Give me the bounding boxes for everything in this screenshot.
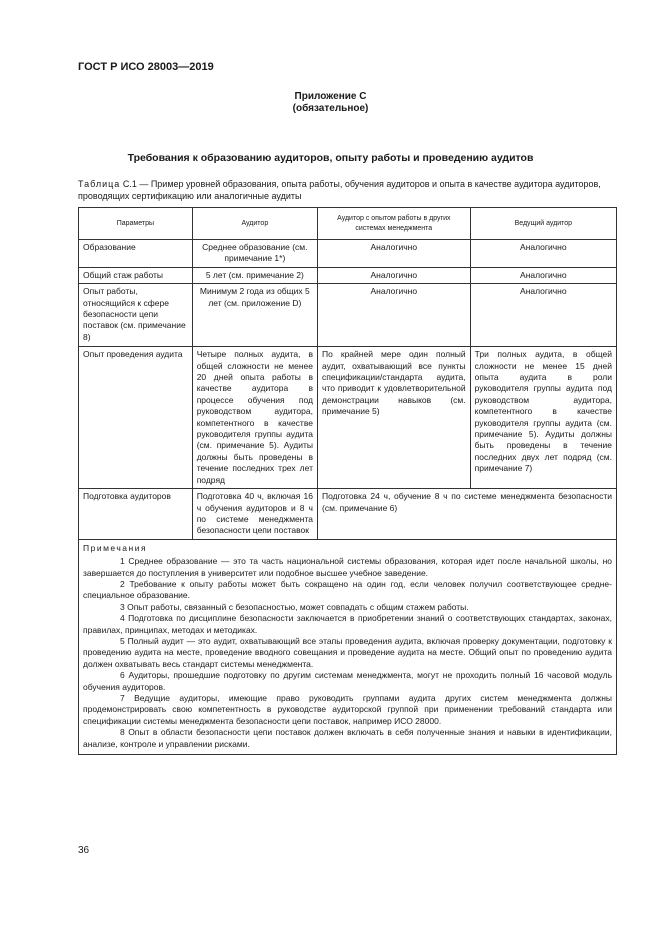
table-caption-number: С.1	[122, 179, 137, 189]
note-item: 1 Среднее образование — это та часть национальной системы образования, которая идет после начальной школы, но завершается до поступления в университет или подобное высшее учебное заведение.	[83, 556, 612, 578]
cell-lead: Три полных аудита, в общей сложности не менее 15 дней опыта аудита в роли руководителя группы аудита под руководством аудитора, компетентного в качестве руководителя группы аудита (см. примечание 5). Аудиты должны быть проведены в течение последних двух лет подряд (см. примечание 7)	[470, 347, 616, 489]
cell-other: Аналогично	[317, 284, 470, 347]
cell-auditor: Четыре полных аудита, в общей сложности не менее 20 дней опыта работы в качестве аудитора в процессе обучения под руководством аудитора, компетентного в качестве руководителя группы аудита (см. примечание 5). Аудиты должны быть проведены в течение последних трех лет подряд	[192, 347, 317, 489]
cell-other: По крайней мере один полный аудит, охватывающий все пункты спецификации/стандарта аудита, что приводит к удовлетворительной демонстрации навыков (см. примечание 5)	[317, 347, 470, 489]
cell-param: Подготовка аудиторов	[79, 489, 193, 540]
cell-other-and-lead: Подготовка 24 ч, обучение 8 ч по системе менеджмента безопасности (см. примечание 6)	[317, 489, 616, 540]
table-row	[79, 489, 617, 540]
table-row	[79, 347, 617, 489]
cell-auditor: Минимум 2 года из общих 5 лет (см. приложение D)	[192, 284, 317, 347]
table-row	[79, 240, 617, 268]
cell-other: Аналогично	[317, 267, 470, 283]
notes-row	[79, 539, 617, 754]
notes-title: Примечания	[83, 542, 148, 553]
cell-param: Опыт проведения аудита	[79, 347, 193, 489]
table-row	[79, 267, 617, 283]
note-item: 5 Полный аудит — это аудит, охватывающий все этапы проведения аудита, включая проверку документации, подготовку к проведению аудита на месте, проведение вводного совещания и проведение аудита на месте. Общий опыт по проведению аудита должен охватывать весь стандарт системы менеджмента.	[83, 635, 612, 669]
note-item: 6 Аудиторы, прошедшие подготовку по другим системам менеджмента, могут не проходить полный 16 часовой модуль обучения аудиторов.	[83, 670, 612, 692]
table-row	[79, 284, 617, 347]
annex-heading	[0, 91, 661, 115]
note-item: 7 Ведущие аудиторы, имеющие право руководить группами аудита других систем менеджмента должны продемонстрировать свою компетентность в руководстве аудиторской группой при применении требований стандарта или спецификации системы менеджмента безопасности цепи поставок, например ИСО 28000.	[83, 693, 612, 726]
table-caption-label: Таблица	[78, 179, 121, 189]
notes-cell	[79, 539, 617, 754]
note-item: 8 Опыт в области безопасности цепи поставок должен включать в себя полученные знания и навыки в идентификации, анализе, контроле и управлении рисками.	[83, 727, 612, 749]
section-title: Требования к образованию аудиторов, опыту работы и проведению аудитов	[127, 152, 534, 164]
cell-other: Аналогично	[317, 240, 470, 268]
header-parameters: Параметры	[79, 208, 193, 240]
cell-auditor: Подготовка 40 ч, включая 16 ч обучения аудиторов и 8 ч по системе менеджмента безопасности цепи поставок	[192, 489, 317, 540]
note-item: 3 Опыт работы, связанный с безопасностью, может совпадать с общим стажем работы.	[120, 601, 469, 612]
table-header-row	[79, 208, 617, 240]
cell-lead: Аналогично	[470, 284, 616, 347]
header-lead-auditor: Ведущий аудитор	[470, 208, 616, 240]
note-item: 4 Подготовка по дисциплине безопасности заключается в приобретении знаний о соответствующих стандартах, законах, правилах, принципах, методах и методиках.	[83, 613, 612, 635]
table-caption-text: — Пример уровней образования, опыта работы, обучения аудиторов и опыта в качестве аудитора аудиторов, проводящих сертификацию или аналогичные аудиты	[78, 179, 601, 201]
page-number: 36	[78, 845, 90, 856]
cell-param: Общий стаж работы	[79, 267, 193, 283]
annex-title: Приложение С	[294, 91, 367, 102]
header-auditor-other-systems: Аудитор с опытом работы в других системах менеджмента	[317, 208, 470, 240]
note-item: 2 Требование к опыту работы может быть сокращено на один год, если человек получил соответствующее средне-специальное образование.	[83, 578, 612, 601]
cell-lead: Аналогично	[470, 267, 616, 283]
cell-lead: Аналогично	[470, 240, 616, 268]
table-caption	[78, 179, 618, 202]
annex-subtitle: (обязательное)	[292, 103, 369, 114]
document-header: ГОСТ Р ИСО 28003—2019	[78, 61, 214, 73]
requirements-table	[78, 207, 617, 755]
cell-auditor: Среднее образование (см. примечание 1*)	[192, 240, 317, 268]
cell-param: Образование	[79, 240, 193, 268]
cell-auditor: 5 лет (см. примечание 2)	[192, 267, 317, 283]
cell-param: Опыт работы, относящийся к сфере безопасности цепи поставок (см. примечание 8)	[79, 284, 193, 347]
header-auditor: Аудитор	[192, 208, 317, 240]
